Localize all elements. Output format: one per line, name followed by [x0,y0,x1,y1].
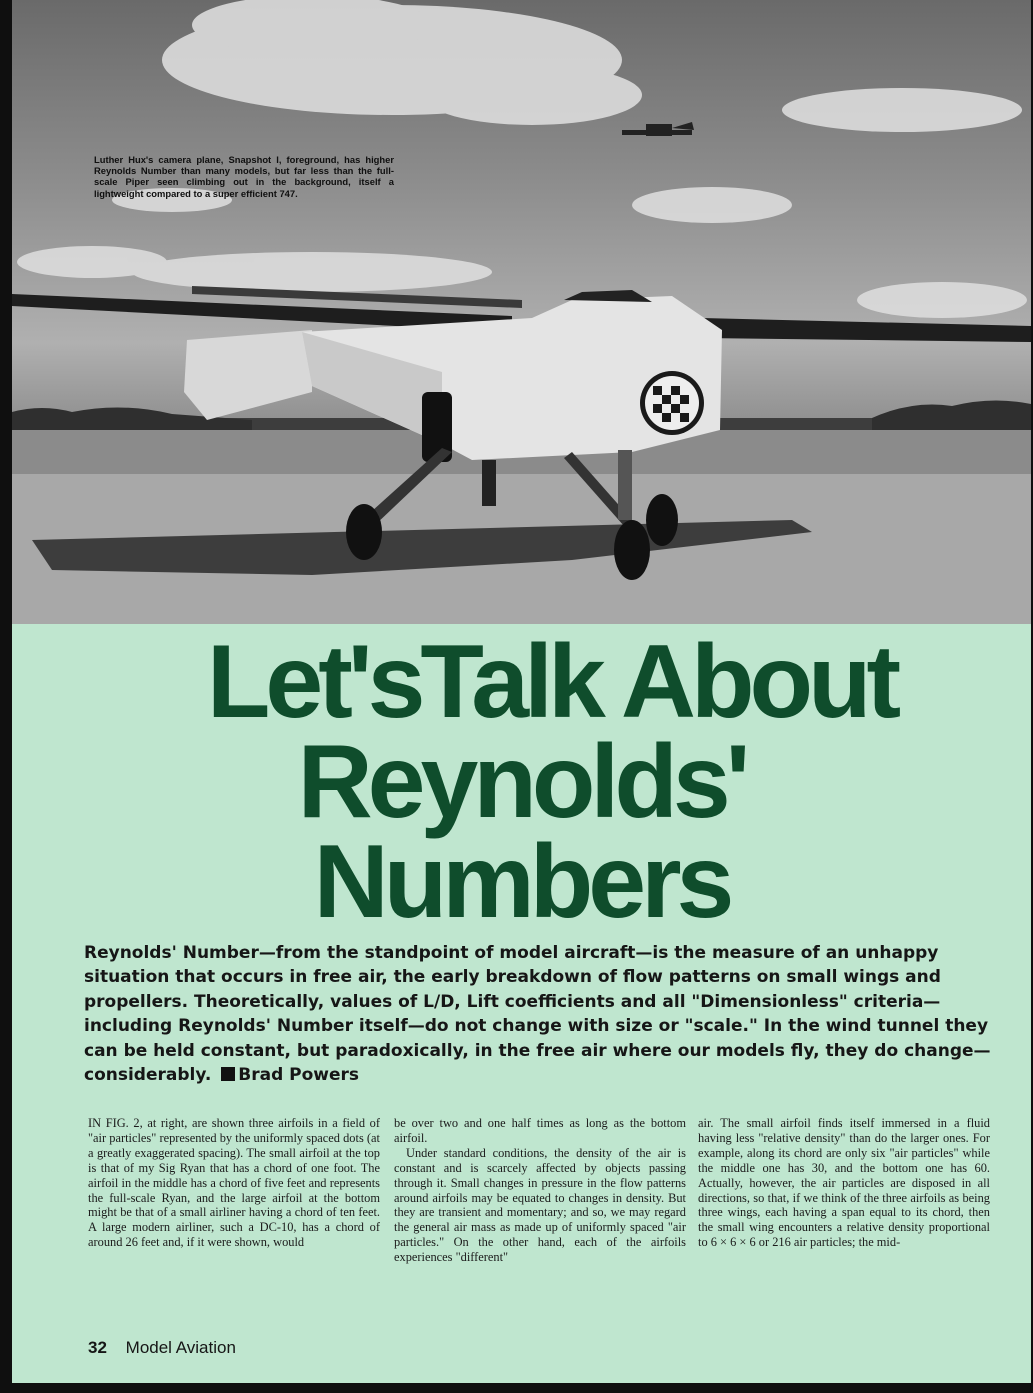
deck-text: Reynolds' Number—from the standpoint of model aircraft—is the measure of an unhappy situation that occurs in free air, the early breakdown of flow patterns on small wings and propellers. Theoretically, values of L/D, Lift coefficients and all "Dimensionless" criteria—including Reynolds' Number itself—do not change with size or "scale." In the wind tunnel they can be held constant, but paradoxically, in the free air where our models fly, they do change—considerably. [84,943,991,1086]
title-line-2: Reynolds' [297,724,746,840]
article-title [12,624,1031,940]
magazine-page [12,0,1031,1383]
end-square-icon [221,1067,235,1081]
page-number: 32 [88,1338,107,1357]
body-paragraph: Under standard conditions, the density of the air is constant and is scarcely affected by objects passing through it. Small changes in pressure in the flow patterns around airfoils may be equated to changes in density. But they are transient and momentary; and so, we may regard the general air mass as made up of uniformly spaced "air particles." On the other hand, each of the airfoils experiences "different" [394,1145,686,1265]
byline [217,1065,359,1085]
magazine-name: Model Aviation [125,1338,236,1357]
author-name: Brad Powers [238,1065,360,1086]
body-column-3 [698,1116,990,1250]
title-line-1: Let'sTalk About [206,624,897,740]
page-footer [88,1338,236,1358]
body-column-1 [88,1116,380,1250]
title-line-3: Numbers [313,824,730,940]
body-paragraph: IN FIG. 2, at right, are shown three airfoils in a field of "air particles" represented by the uniformly spaced dots (at a greatly exaggerated spacing). The small airfoil at the top is that of my Sig Ryan that has a chord of one foot. The airfoil in the middle has a chord of five feet and represents the full-scale Ryan, and the large airfoil at the bottom might be that of a small airliner having a chord of ten feet. A large modern airliner, such a DC-10, has a chord of around 26 feet and, if it were shown, would [88,1116,380,1250]
article-deck [84,941,999,1087]
body-paragraph: be over two and one half times as long as the bottom airfoil. [394,1116,686,1145]
airplane-illustration [12,0,1031,624]
airplane-photo [12,0,1031,624]
body-paragraph: air. The small airfoil finds itself immersed in a fluid having less "relative density" than do the larger ones. For example, along its chord are only six "air particles" while the middle one has 30, and the bottom one has 60. Actually, however, the air particles are disposed in all directions, so that, if we think of the three airfoils as being three wings, each having a span equal to its chord, then the small wing encounters a relative density proportional to 6 × 6 × 6 or 216 air particles; the mid- [698,1116,990,1250]
body-column-2 [394,1116,686,1265]
photo-caption: Luther Hux's camera plane, Snapshot I, foreground, has higher Reynolds Number than many models, but far less than the full-scale Piper seen climbing out in the background, itself a lightweight compared to a super efficient 747. [94,154,394,199]
